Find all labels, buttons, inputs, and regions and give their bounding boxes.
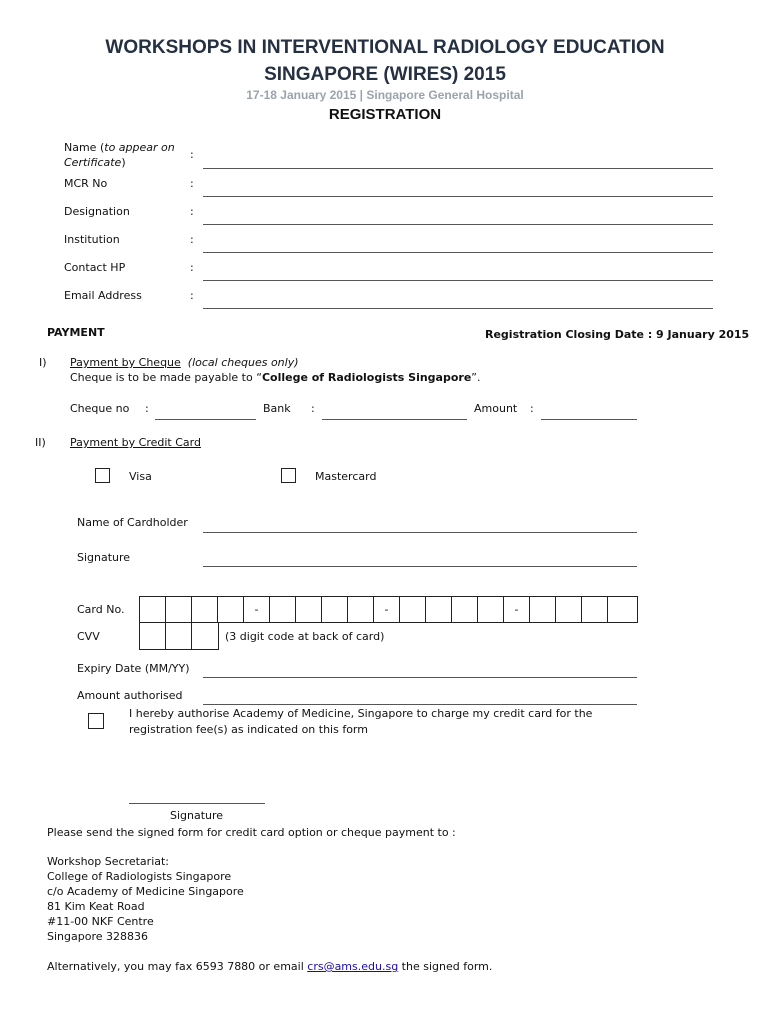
payable-prefix: Cheque is to be made payable to “ (70, 371, 262, 384)
name-label-line2: Certificate (64, 156, 122, 169)
authorise-text-2: registration fee(s) as indicated on this form (129, 723, 368, 736)
address-line-5: #11-00 NKF Centre (47, 915, 154, 928)
cheque-title: Payment by Cheque (70, 356, 181, 369)
card-digit-5[interactable] (270, 597, 296, 622)
payable-payee: College of Radiologists Singapore (261, 371, 472, 384)
cardholder-field[interactable] (203, 532, 637, 533)
bank-label: Bank (263, 402, 291, 415)
form-title: REGISTRATION (328, 106, 442, 123)
name-label (64, 140, 175, 170)
contact-label: Contact HP (64, 261, 126, 274)
card-digit-12[interactable] (478, 597, 504, 622)
visa-checkbox[interactable] (95, 468, 110, 483)
card-digit-14[interactable] (556, 597, 582, 622)
email-label: Email Address (64, 289, 142, 302)
send-note: Please send the signed form for credit card option or cheque payment to : (47, 826, 456, 839)
amount-colon: : (530, 402, 534, 415)
card-separator-2: - (374, 597, 400, 622)
cheque-numeral: I) (39, 356, 47, 369)
payable-suffix: ”. (471, 371, 481, 384)
fax-note (47, 960, 492, 973)
card-digit-1[interactable] (140, 597, 166, 622)
mastercard-label: Mastercard (315, 470, 377, 483)
card-digit-2[interactable] (166, 597, 192, 622)
name-colon: : (190, 148, 194, 161)
cheque-no-colon: : (145, 402, 149, 415)
cvv-grid[interactable] (139, 623, 219, 650)
card-digit-7[interactable] (322, 597, 348, 622)
cheque-no-label: Cheque no (70, 402, 130, 415)
authorise-signature-field[interactable] (129, 803, 265, 804)
designation-label: Designation (64, 205, 130, 218)
institution-colon: : (190, 233, 194, 246)
cheque-title-row (70, 356, 299, 369)
cheque-no-field[interactable] (155, 419, 256, 420)
address-line-2: College of Radiologists Singapore (47, 870, 232, 883)
address-line-6: Singapore 328836 (47, 930, 148, 943)
card-digit-10[interactable] (426, 597, 452, 622)
card-digit-3[interactable] (192, 597, 218, 622)
cvv-digit-3[interactable] (192, 623, 218, 649)
expiry-field[interactable] (203, 677, 637, 678)
name-label-suffix: ) (121, 156, 126, 169)
authorise-text-1: I hereby authorise Academy of Medicine, Singapore to charge my credit card for the (129, 707, 593, 720)
title-line-1: WORKSHOPS IN INTERVENTIONAL RADIOLOGY EDUCATION (105, 37, 665, 58)
bank-colon: : (311, 402, 315, 415)
cvv-digit-1[interactable] (140, 623, 166, 649)
contact-colon: : (190, 261, 194, 274)
closing-date: Registration Closing Date : 9 January 2015 (485, 328, 750, 341)
card-numeral: II) (35, 436, 46, 449)
institution-label: Institution (64, 233, 120, 246)
amount-authorised-label: Amount authorised (77, 689, 183, 702)
institution-field[interactable] (203, 252, 713, 253)
visa-label: Visa (129, 470, 152, 483)
address-line-3: c/o Academy of Medicine Singapore (47, 885, 244, 898)
cvv-digit-2[interactable] (166, 623, 192, 649)
card-separator-1: - (244, 597, 270, 622)
address-line-1: Workshop Secretariat: (47, 855, 170, 868)
mcr-colon: : (190, 177, 194, 190)
fax-prefix: Alternatively, you may fax 6593 7880 or email (47, 960, 308, 973)
name-field[interactable] (203, 168, 713, 169)
card-number-grid[interactable] (139, 596, 638, 623)
email-field[interactable] (203, 308, 713, 309)
signature-label: Signature (77, 551, 131, 564)
card-digit-8[interactable] (348, 597, 374, 622)
address-line-4: 81 Kim Keat Road (47, 900, 145, 913)
signature-field[interactable] (203, 566, 637, 567)
expiry-label: Expiry Date (MM/YY) (77, 662, 190, 675)
amount-authorised-field[interactable] (203, 704, 637, 705)
email-colon: : (190, 289, 194, 302)
amount-field[interactable] (541, 419, 637, 420)
cheque-payable (70, 371, 481, 384)
card-digit-11[interactable] (452, 597, 478, 622)
cvv-label: CVV (77, 630, 100, 643)
payment-heading: PAYMENT (47, 326, 105, 339)
card-digit-6[interactable] (296, 597, 322, 622)
fax-suffix: the signed form. (398, 960, 493, 973)
amount-label: Amount (474, 402, 518, 415)
card-no-label: Card No. (77, 603, 125, 616)
card-digit-15[interactable] (582, 597, 608, 622)
card-separator-3: - (504, 597, 530, 622)
name-label-italic: to appear on (104, 141, 175, 154)
mcr-label: MCR No (64, 177, 108, 190)
mastercard-checkbox[interactable] (281, 468, 296, 483)
cheque-note: (local cheques only) (187, 356, 299, 369)
email-link[interactable]: crs@ams.edu.sg (307, 960, 399, 973)
card-digit-4[interactable] (218, 597, 244, 622)
card-digit-16[interactable] (608, 597, 635, 622)
card-title: Payment by Credit Card (70, 436, 201, 449)
signature-caption: Signature (170, 809, 224, 822)
cvv-note: (3 digit code at back of card) (225, 630, 385, 643)
subtitle: 17-18 January 2015 | Singapore General Hospital (246, 88, 524, 102)
designation-field[interactable] (203, 224, 713, 225)
title-line-2: SINGAPORE (WIRES) 2015 (264, 64, 506, 85)
name-label-prefix: Name ( (64, 141, 105, 154)
bank-field[interactable] (322, 419, 467, 420)
authorise-checkbox[interactable] (88, 713, 104, 729)
card-digit-9[interactable] (400, 597, 426, 622)
card-digit-13[interactable] (530, 597, 556, 622)
contact-field[interactable] (203, 280, 713, 281)
mcr-field[interactable] (203, 196, 713, 197)
designation-colon: : (190, 205, 194, 218)
cardholder-label: Name of Cardholder (77, 516, 188, 529)
